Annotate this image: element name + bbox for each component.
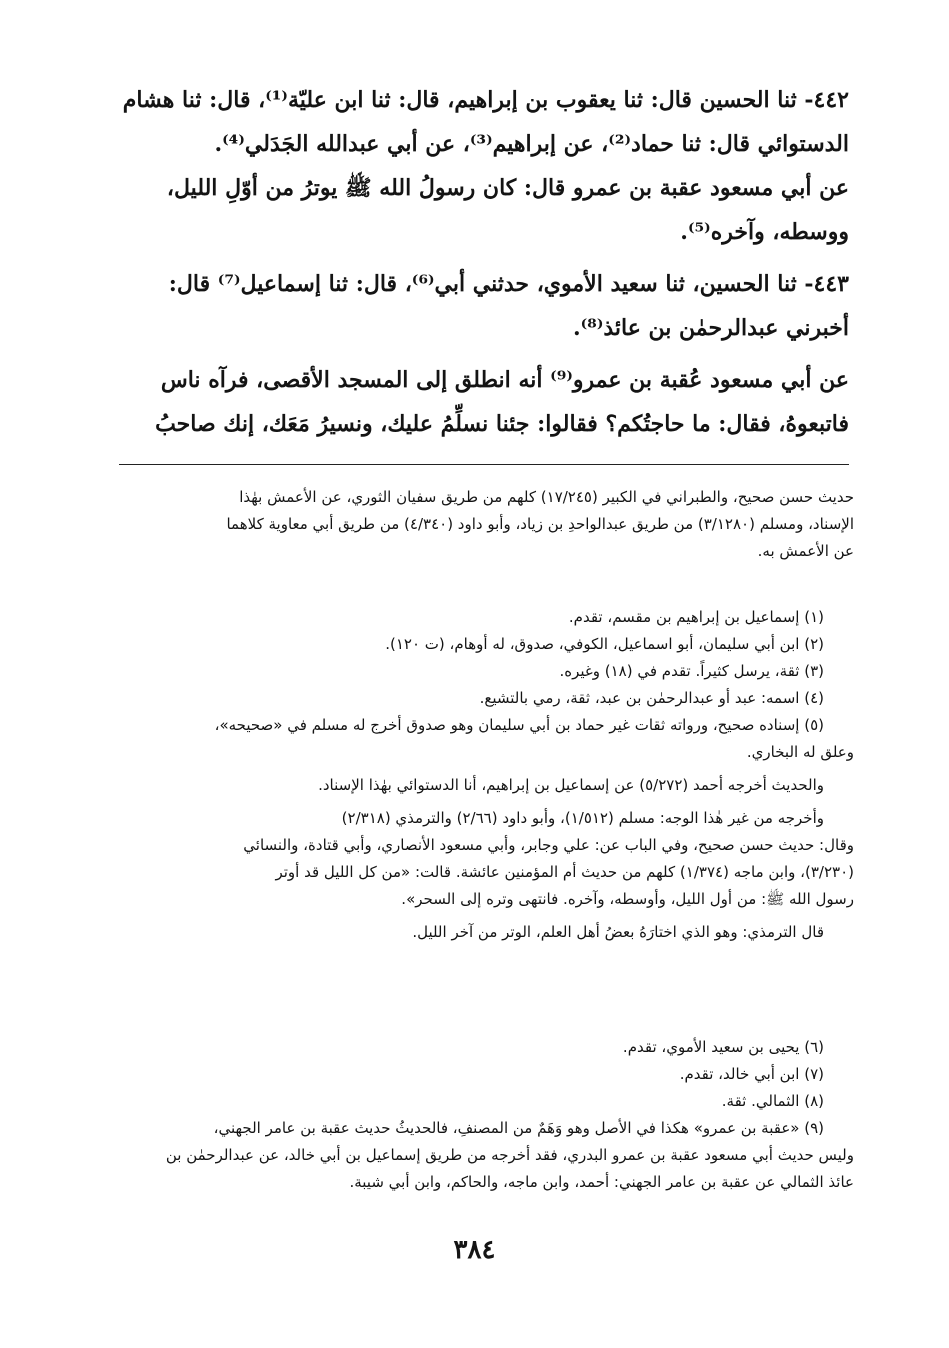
note-line: وقال: حديث حسن صحيح، وفي الباب عن: علي وجابر، وأبي مسعود الأنصاري، وأبي قتادة، والنسائي [243, 836, 854, 854]
footnote-9: (٩) «عقبة بن عمرو» هكذا في الأصل وهو وَهَمٌ من المصنفِ، فالحديثُ حديث عقبة بن عامر الجهني، [213, 1119, 824, 1137]
footnote-9-cont: عائذ الثمالي عن عقبة بن عامر الجهني: أحمد، وابن ماجه، والحاكم، وابن أبي شيبة. [349, 1173, 854, 1191]
note-line: (٣/٢٣٠)، وابن ماجه (١/٣٧٤) كلهم من حديث أم المؤمنين عائشة. قالت: «من كل الليل قد أوتر [275, 863, 854, 881]
footnote-7: (٧) ابن أبي خالد، تقدم. [679, 1065, 824, 1083]
hadith-443-line: أخبرني عبدالرحمٰن بن عائذ⁽⁸⁾. [572, 315, 849, 341]
page-number: ٣٨٤ [453, 1235, 496, 1265]
footnote-9-cont: وليس حديث أبي مسعود عقبة بن عمرو البدري، فقد أخرجه من طريق إسماعيل بن أبي خالد، عن عبدالرحمٰن بن [165, 1146, 854, 1164]
hadith-442-line: الدستوائي قال: ثنا حماد⁽²⁾، عن إبراهيم⁽³⁾، عن أبي عبدالله الجَدَلي⁽⁴⁾. [214, 131, 849, 157]
main-text [99, 78, 849, 446]
hadith-442-line: عن أبي مسعود عقبة بن عمرو قال: كان رسولُ الله ﷺ يوترُ من أوّلِ الليل، [166, 175, 849, 201]
footnote-6: (٦) يحيى بن سعيد الأموي، تقدم. [622, 1038, 824, 1056]
hadith-443-line: ٤٤٣- ثنا الحسين، ثنا سعيد الأموي، حدثني أبي⁽⁶⁾، قال: ثنا إسماعيل⁽⁷⁾ قال: [168, 271, 849, 297]
footnote-4: (٤) اسمه: عبد أو عبدالرحمٰن بن عبد، ثقة، رمي بالتشيع. [479, 689, 824, 707]
note-line: الإسناد، ومسلم (٣/١٢٨٠) من طريق عبدالواحدِ بن زياد، وأبو داود (٤/٣٤٠) من طريق أبي معاوية كلاهما [226, 515, 854, 533]
note-paragraph: وأخرجه من غير هٰذا الوجه: مسلم (١/٥١٢)، وأبو داود (٢/٦٦) والترمذي (٢/٣١٨) [341, 809, 824, 827]
hadith-443-line: فاتبعوهُ، فقال: ما حاجتُكم؟ فقالوا: جئنا نسلِّمُ عليك، ونسيرُ مَعَك، إنك صاحبُ [155, 411, 849, 437]
continued-footnote [94, 484, 854, 565]
footnote-3: (٣) ثقة، يرسل كثيراً. تقدم في (١٨) وغيره. [559, 662, 824, 680]
footnotes-group-a [94, 604, 854, 946]
footnotes-group-b [94, 1034, 854, 1196]
note-paragraph: قال الترمذي: وهو الذي اختارَهُ بعضُ أهل العلم، الوتر من آخر الليل. [412, 923, 824, 941]
footnote-divider [119, 464, 849, 465]
footnote-2: (٢) ابن أبي سليمان، أبو اسماعيل، الكوفي، صدوق، له أوهام، (ت ١٢٠). [385, 635, 824, 653]
note-paragraph: والحديث أخرجه أحمد (٥/٢٧٢) عن إسماعيل بن إبراهيم، أنا الدستوائي بهٰذا الإسناد. [318, 776, 824, 794]
note-line: حديث حسن صحيح، والطبراني في الكبير (١٧/٢٤٥) كلهم من طريق سفيان الثوري، عن الأعمش بهٰذا [239, 488, 854, 506]
note-line: عن الأعمش به. [757, 542, 854, 560]
footnote-5: (٥) إسناده صحيح، ورواته ثقات غير حماد بن أبي سليمان وهو صدوق أخرج له مسلم في «صحيحه»، [214, 716, 824, 734]
footnote-8: (٨) الثمالي. ثقة. [721, 1092, 824, 1110]
hadith-443-line: عن أبي مسعود عُقبة بن عمرو⁽⁹⁾ أنه انطلق إلى المسجد الأقصى، فرآه ناس [160, 367, 849, 393]
hadith-442-line: ٤٤٢- ثنا الحسين قال: ثنا يعقوب بن إبراهيم، قال: ثنا ابن عليّة⁽¹⁾، قال: ثنا هشام [122, 87, 849, 113]
note-line: رسول الله ﷺ: من أول الليل، وأوسطه، وآخره. فانتهى وتره إلى السحر». [401, 890, 854, 908]
footnote-1: (١) إسماعيل بن إبراهيم بن مقسم، تقدم. [568, 608, 824, 626]
footnote-5-cont: وعلق له البخاري. [746, 743, 854, 761]
hadith-442-line: ووسطه، وآخره⁽⁵⁾. [680, 219, 849, 245]
